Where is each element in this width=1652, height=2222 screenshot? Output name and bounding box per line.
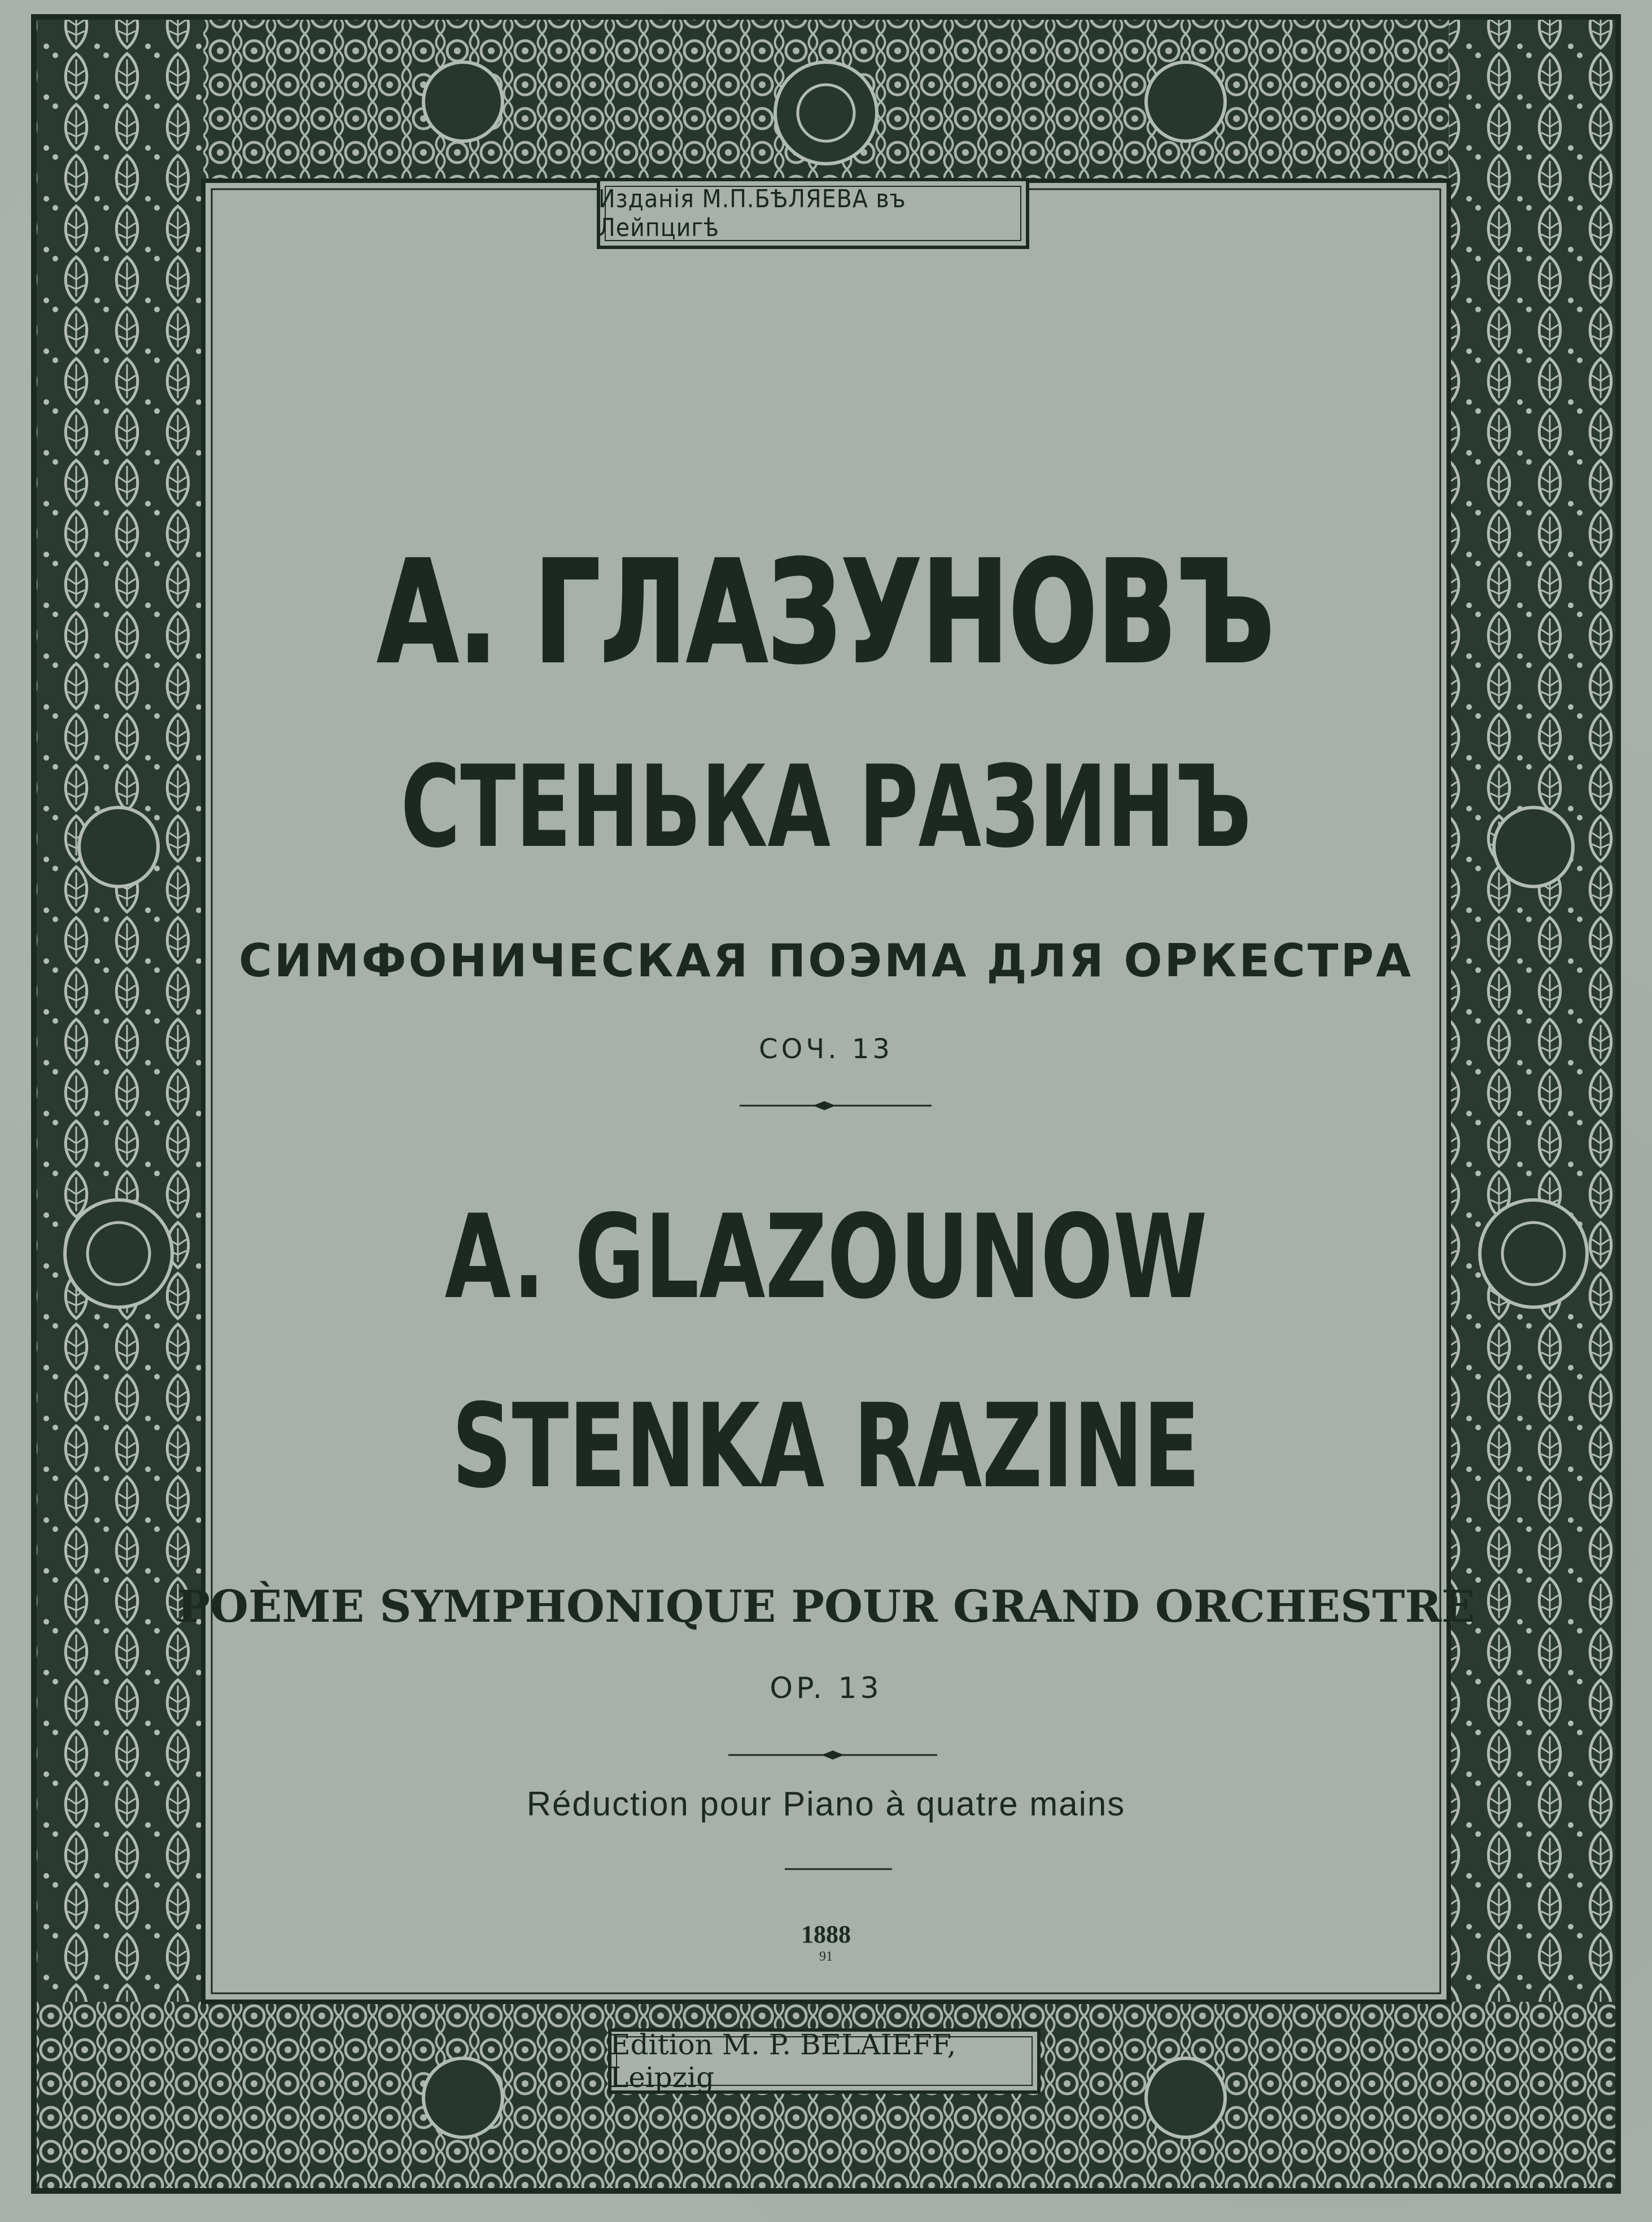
work-title-french: STENKA RAZINE	[452, 1380, 1200, 1514]
composer-name-russian: А. ГЛАЗУНОВЪ	[377, 530, 1275, 695]
work-subtitle-french: POÈME SYMPHONIQUE POUR GRAND ORCHESTRE	[177, 1581, 1475, 1632]
publication-year: 1888	[801, 1920, 851, 1948]
work-title-russian: СТЕНЬКА РАЗИНЪ	[400, 741, 1252, 873]
opus-number-french: OP. 13	[770, 1671, 882, 1705]
publisher-imprint-top: Изданія М.П.БѢЛЯЕВА въ Лейпцигѣ	[598, 185, 906, 242]
plate-number: 91	[819, 1949, 833, 1964]
work-subtitle-russian: СИМФОНИЧЕСКАЯ ПОЭМА ДЛЯ ОРКЕСТРА	[239, 935, 1413, 987]
composer-name-french: A. GLAZOUNOW	[444, 1190, 1208, 1325]
publisher-imprint-bottom: Edition M. P. BELAÏEFF, Leipzig	[610, 2028, 956, 2094]
arrangement-note: Réduction pour Piano à quatre mains	[526, 1785, 1126, 1823]
opus-number-russian: СОЧ. 13	[759, 1033, 893, 1065]
